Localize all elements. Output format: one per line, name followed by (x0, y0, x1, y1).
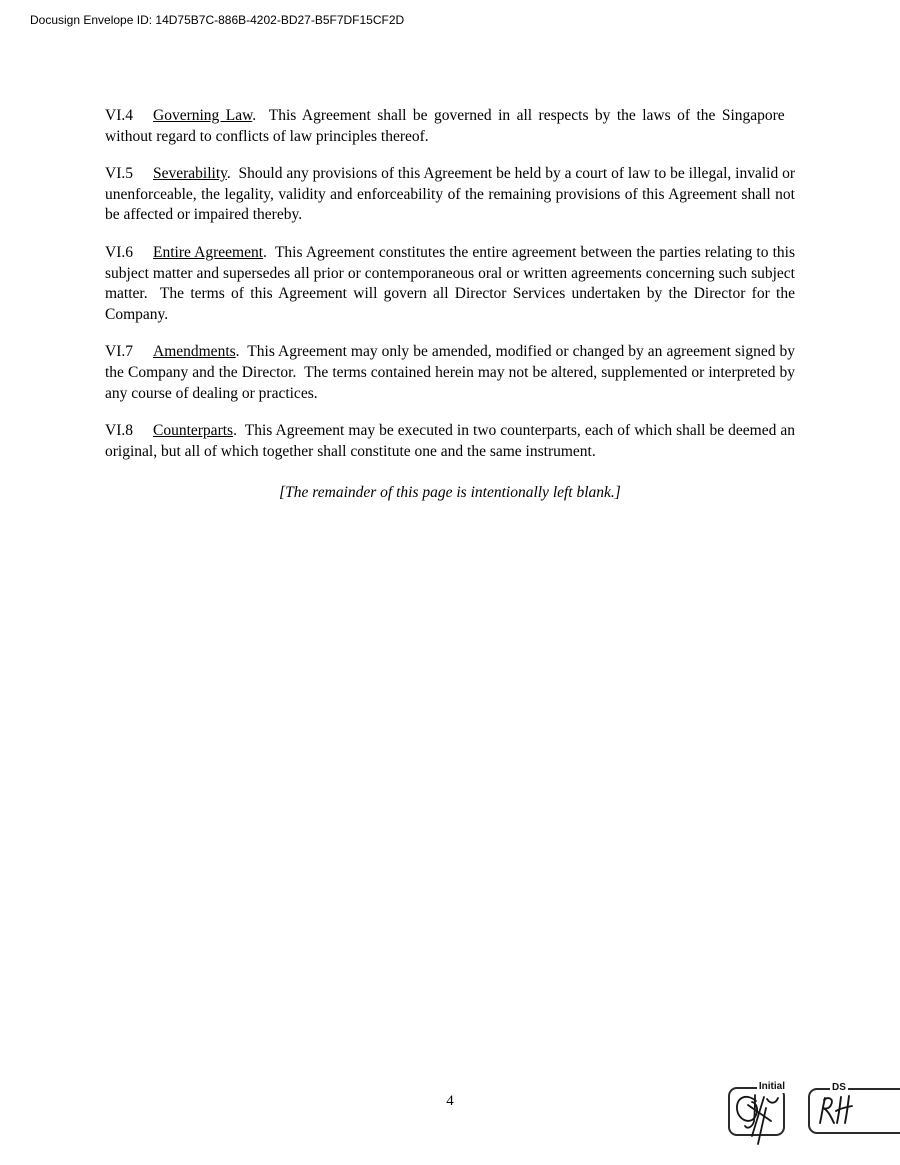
section-vi4 (105, 106, 795, 147)
initials-rh-icon (816, 1094, 858, 1128)
section-body-text: . Should any provisions of this Agreement be held by a court of law to be illegal, invalid or unenforceable, the legality, validity and enforceability of the remaining provisions of this Agreement shall not be affected or impaired thereby. (105, 165, 795, 224)
section-vi6 (105, 243, 795, 325)
section-number: VI.8 (105, 422, 133, 440)
ds-tab-label: DS (832, 1082, 846, 1093)
section-vi5 (105, 164, 795, 226)
ds-initial-tab[interactable] (808, 1082, 900, 1134)
page-number: 4 (446, 1093, 454, 1109)
section-heading: Governing Law (153, 107, 253, 124)
section-number: VI.6 (105, 243, 133, 261)
section-body-text: . This Agreement may only be amended, modified or changed by an agreement signed by the Company and the Director. The terms contained herein may not be altered, supplemented or interpreted by any course of dealing or practices. (105, 343, 795, 402)
section-heading: Severability (153, 165, 227, 183)
section-heading: Counterparts (153, 422, 234, 440)
section-body-text: . This Agreement shall be governed in all respects by the laws of the Singapore without regard to conflicts of law principles thereof. (105, 107, 795, 145)
section-heading: Amendments (153, 343, 236, 361)
docusign-envelope-id: Docusign Envelope ID: 14D75B7C-886B-4202-BD27-B5F7DF15CF2D (30, 13, 405, 27)
section-vi8 (105, 421, 795, 462)
signature-scribble-icon (731, 1088, 783, 1148)
document-body (105, 106, 795, 519)
blank-page-notice: [The remainder of this page is intentionally left blank.] (279, 484, 621, 502)
section-vi7 (105, 342, 795, 404)
section-number: VI.4 (105, 107, 133, 124)
section-body-text: . This Agreement may be executed in two counterparts, each of which shall be deemed an original, but all of which together shall constitute one and the same instrument. (105, 422, 795, 460)
initial-tab[interactable] (728, 1081, 785, 1136)
section-body-text: . This Agreement constitutes the entire agreement between the parties relating to this subject matter and supersedes all prior or contemporaneous oral or written agreements concerning such subject matter. The terms of this Agreement will govern all Director Services undertaken by the Director for the Company. (105, 243, 796, 323)
section-number: VI.7 (105, 343, 133, 361)
initial-tab-label: Initial (758, 1081, 785, 1092)
section-number: VI.5 (105, 165, 133, 183)
section-heading: Entire Agreement (153, 243, 264, 261)
